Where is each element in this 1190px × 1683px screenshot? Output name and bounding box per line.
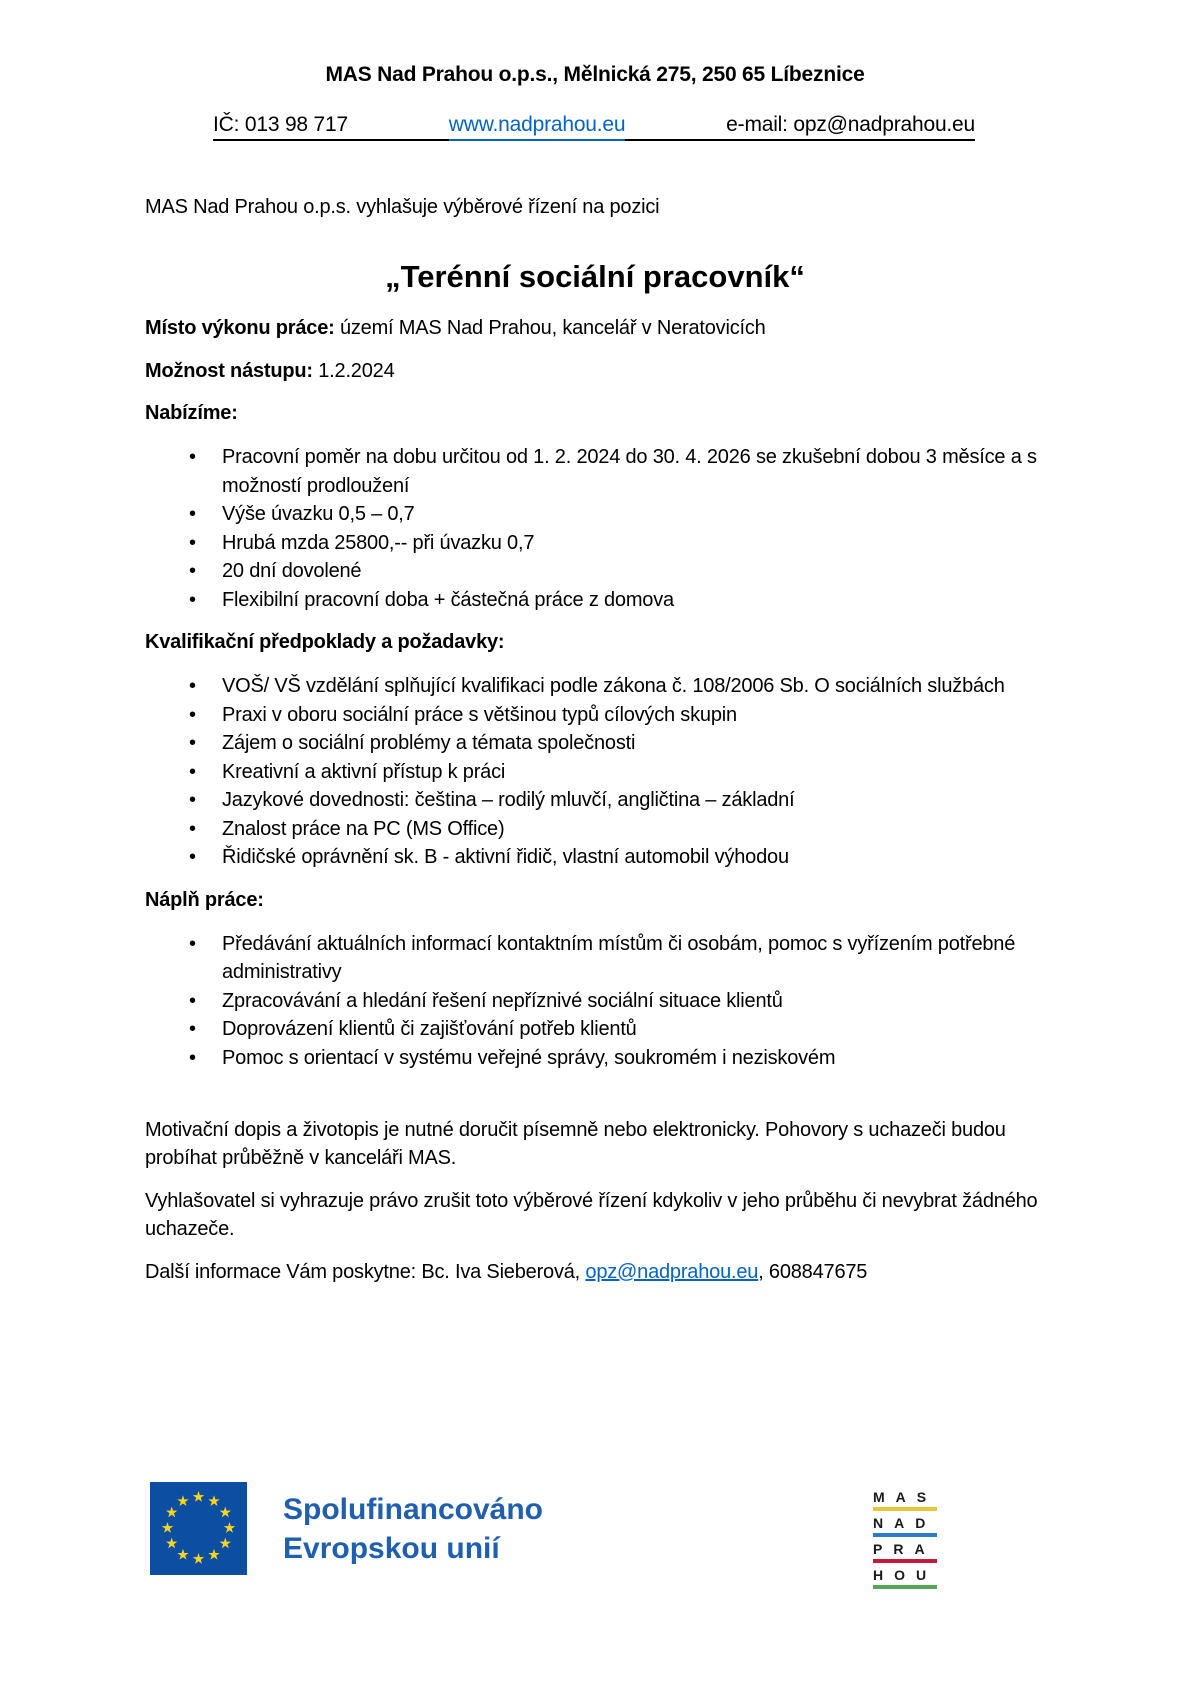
mas-logo-row [873,1542,937,1563]
mas-logo-row [873,1568,937,1589]
eu-flag-icon [150,1482,247,1575]
eu-cofunded-text [283,1490,543,1568]
list-item: • Zpracovávání a hledání řešení nepříznivé sociální situace klientů [145,987,1045,1016]
section-heading-offer: Nabízíme: [145,402,238,424]
mas-logo-bar [873,1559,937,1563]
header-contact-line [213,112,975,141]
list-item: • Hrubá mzda 25800,-- při úvazku 0,7 [145,529,1045,558]
list-item: • Výše úvazku 0,5 – 0,7 [145,500,1045,529]
mas-logo-letters: PRA [873,1541,936,1557]
section-heading-qualifications: Kvalifikační předpoklady a požadavky: [145,631,505,653]
section-heading-duties: Náplň práce: [145,888,264,911]
list-item: • Praxi v oboru sociální práce s většinou typů cílových skupin [145,701,1045,730]
mas-nad-prahou-logo [873,1490,937,1594]
list-item: • 20 dní dovolené [145,557,1045,586]
header-ic: IČ: 013 98 717 [213,112,348,141]
duties-list [145,930,1045,1073]
intro-line: MAS Nad Prahou o.p.s. vyhlašuje výběrové řízení na pozici [145,196,660,218]
list-item: • Předávání aktuálních informací kontaktním místům či osobám, pomoc s vyřízením potřebné administrativy [145,930,1045,987]
page-title: „Terénní sociální pracovník“ [385,259,805,294]
header-email: e-mail: opz@nadprahou.eu [726,112,975,141]
detail-place-label: Místo výkonu práce: [145,317,335,339]
offer-list [145,443,1045,614]
list-item: • Znalost práce na PC (MS Office) [145,815,1045,844]
contact-email-link[interactable]: opz@nadprahou.eu [585,1261,759,1283]
header-org-line: MAS Nad Prahou o.p.s., Mělnická 275, 250 65 Líbeznice [325,63,865,86]
closing-paragraph-1: Motivační dopis a životopis je nutné doručit písemně nebo elektronicky. Pohovory s uchazeči budou probíhat průběžně v kanceláři MAS. [145,1119,1006,1169]
contact-line [145,1258,1045,1286]
list-item: • Pomoc s orientací v systému veřejné správy, soukromém i neziskovém [145,1044,1045,1073]
footer [150,1482,937,1594]
header-underline-gap [625,112,726,141]
document-body [145,193,1045,1286]
header-underline-gap [348,112,449,141]
eu-cofunded-logo [150,1482,543,1575]
list-item: • Řidičské oprávnění sk. B - aktivní řidič, vlastní automobil výhodou [145,843,1045,872]
closing-paragraph-2: Vyhlašovatel si vyhrazuje právo zrušit toto výběrové řízení kdykoliv v jeho průběhu či nevybrat žádného uchazeče. [145,1190,1038,1240]
detail-start [145,357,1045,385]
website-link[interactable]: www.nadprahou.eu [449,112,626,141]
list-item: • Zájem o sociální problémy a témata společnosti [145,729,1045,758]
list-item: • Doprovázení klientů či zajišťování potřeb klientů [145,1015,1045,1044]
detail-place [145,314,1045,342]
mas-logo-bar [873,1507,937,1511]
detail-start-value: 1.2.2024 [318,360,395,382]
detail-place-value: území MAS Nad Prahou, kancelář v Neratovicích [339,317,766,339]
contact-suffix: , 608847675 [758,1261,868,1283]
qualifications-list [145,672,1045,872]
mas-logo-bar [873,1585,937,1589]
mas-logo-bar [873,1533,937,1537]
mas-logo-row [873,1490,937,1511]
list-item: • VOŠ/ VŠ vzdělání splňující kvalifikaci podle zákona č. 108/2006 Sb. O sociálních službách [145,672,1045,701]
eu-cofunded-text-line2: Evropskou unií [283,1531,500,1565]
list-item: • Jazykové dovednosti: čeština – rodilý mluvčí, angličtina – základní [145,786,1045,815]
eu-cofunded-text-line1: Spolufinancováno [283,1492,544,1526]
list-item: • Kreativní a aktivní přístup k práci [145,758,1045,787]
list-item: • Flexibilní pracovní doba + částečná práce z domova [145,586,1045,615]
mas-logo-letters: NAD [873,1515,937,1531]
contact-prefix: Další informace Vám poskytne: Bc. Iva Sieberová, [145,1261,586,1283]
detail-start-label: Možnost nástupu: [145,360,313,382]
mas-logo-letters: HOU [873,1567,938,1583]
list-item: • Pracovní poměr na dobu určitou od 1. 2. 2024 do 30. 4. 2026 se zkušební dobou 3 měsíce a s možností prodloužení [145,443,1045,500]
mas-logo-row [873,1516,937,1537]
mas-logo-letters: MAS [873,1489,938,1505]
